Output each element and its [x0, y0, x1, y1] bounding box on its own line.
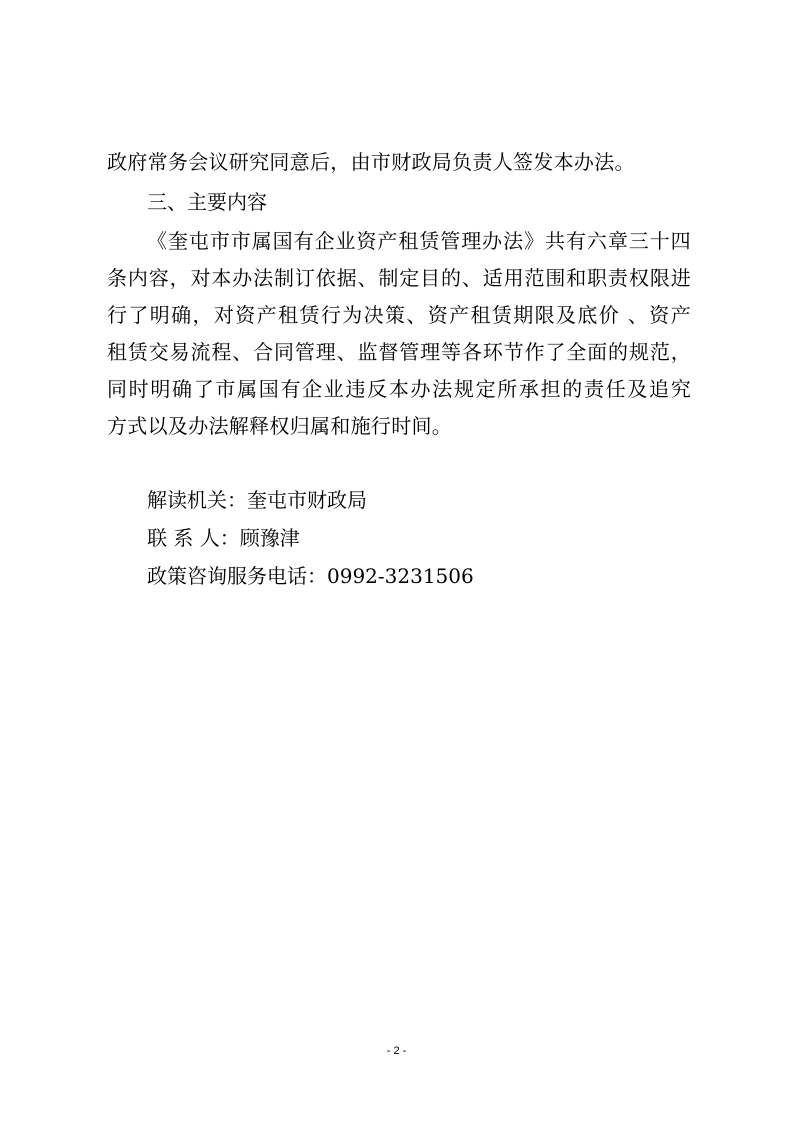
text-line-1: 政府常务会议研究同意后，由市财政局负责人签发本办法。 [107, 150, 635, 174]
paragraph-line-4: 租赁交易流程、合同管理、监督管理等各环节作了全面的规范， [107, 340, 691, 364]
paragraph-line-2: 条内容，对本办法制订依据、制定目的、适用范围和职责权限进 [107, 266, 691, 290]
section-heading: 三、主要内容 [147, 190, 267, 214]
paragraph-line-5: 同时明确了市属国有企业违反本办法规定所承担的责任及追究 [107, 377, 691, 401]
contact-person: 联 系 人：顾豫津 [147, 526, 300, 550]
consultation-phone: 政策咨询服务电话：0992-3231506 [147, 564, 474, 588]
paragraph-line-1: 《奎屯市市属国有企业资产租赁管理办法》共有六章三十四 [147, 229, 691, 253]
interpreting-agency: 解读机关：奎屯市财政局 [147, 488, 367, 512]
page-number: - 2 - [386, 1045, 407, 1057]
paragraph-line-3: 行了明确，对资产租赁行为决策、资产租赁期限及底价 、资产 [107, 303, 691, 327]
paragraph-line-6: 方式以及办法解释权归属和施行时间。 [107, 414, 453, 438]
